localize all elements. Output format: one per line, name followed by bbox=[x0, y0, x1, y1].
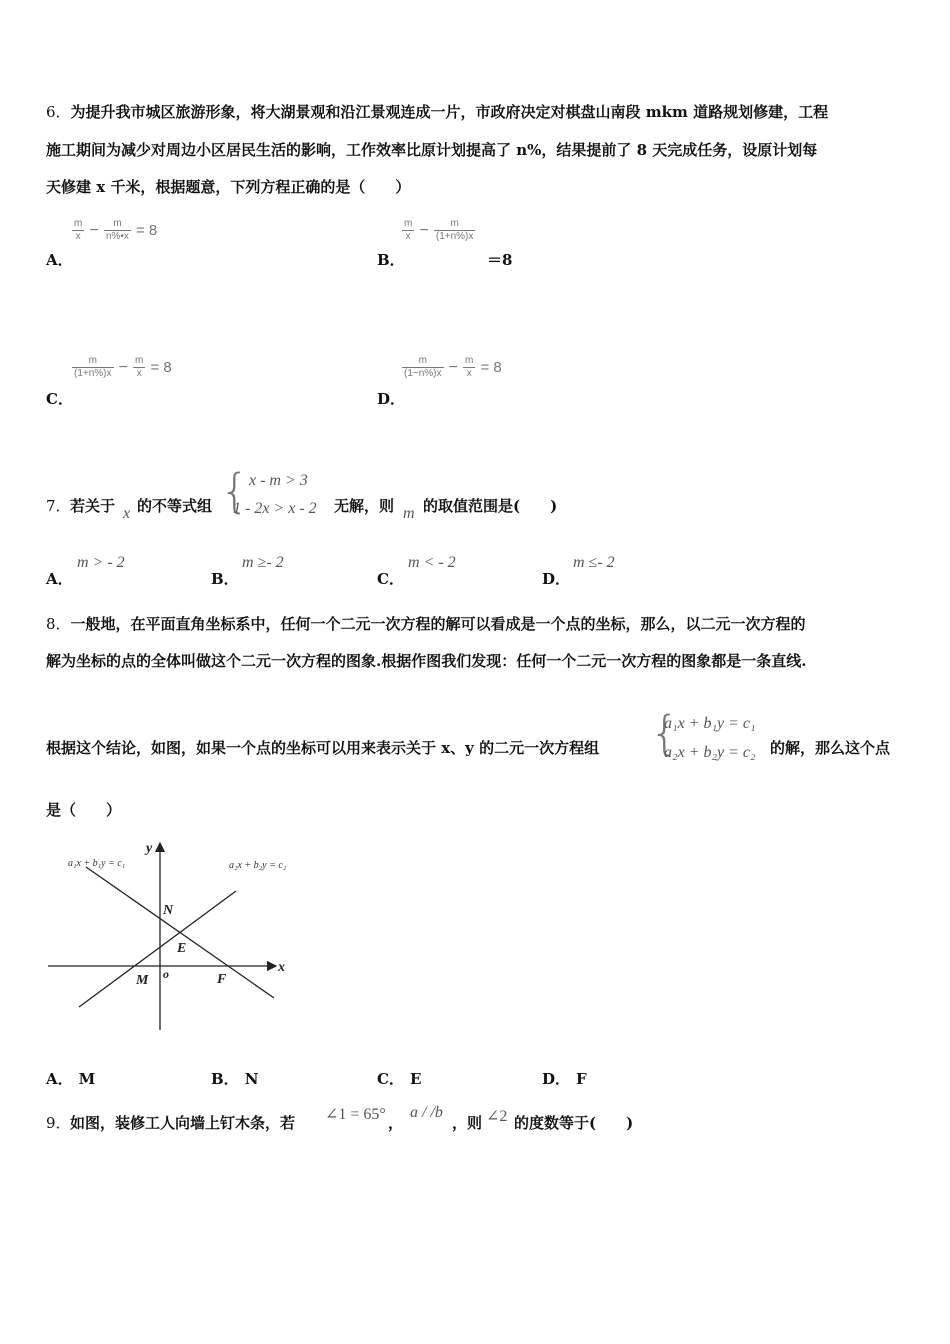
q7-var-x: x bbox=[123, 505, 131, 522]
q8-line1: 8．一般地，在平面直角坐标系中，任何一个二元一次方程的解可以看成是一个点的坐标，那么，以二元一次方程的 bbox=[46, 615, 806, 633]
q8-line3-post: 的解，那么这个点 bbox=[770, 739, 891, 757]
q6-line2: 施工期间为减少对周边小区居民生活的影响，工作效率比原计划提高了 n%，结果提前了 8 天完成任务，设原计划每 bbox=[46, 141, 818, 159]
q8-option-a[interactable]: A． M bbox=[46, 1070, 96, 1088]
q8-option-b[interactable]: B． N bbox=[211, 1070, 259, 1088]
q8-eq1: a₁x + b₁y = c₁ bbox=[664, 715, 756, 732]
q6-option-c-label[interactable]: C． bbox=[46, 390, 73, 408]
q7-ineq2: 1 - 2x > x - 2 bbox=[233, 500, 317, 517]
q7-option-b-expr: m ≥- 2 bbox=[242, 554, 284, 571]
origin-label: o bbox=[163, 967, 169, 981]
q7-brace: { bbox=[220, 464, 250, 518]
q7-ineq1: x - m > 3 bbox=[249, 472, 308, 489]
q6-number: 6． bbox=[46, 103, 71, 121]
q7-post2: 的取值范围是( ) bbox=[423, 497, 558, 515]
q8-option-d[interactable]: D． F bbox=[542, 1070, 587, 1088]
q6-option-a-formula: $\frac{m}{x}$ − $\frac{m}{n\%•x}$ = 8 bbox=[74, 218, 158, 242]
q9-pre: 如图，装修工人向墙上钉木条，若 bbox=[70, 1114, 296, 1132]
q9-comma: ， bbox=[388, 1114, 404, 1132]
q8-number: 8． bbox=[46, 615, 71, 633]
q7-option-d-label[interactable]: D． bbox=[542, 570, 571, 588]
q7-option-d-expr: m ≤- 2 bbox=[573, 554, 615, 571]
q9-post: 的度数等于( ) bbox=[514, 1114, 634, 1132]
q8-option-c[interactable]: C． E bbox=[377, 1070, 422, 1088]
q6-line1: 6．为提升我市城区旅游形象，将大湖景观和沿江景观连成一片，市政府决定对棋盘山南段 mkm 道路规划修建，工程 bbox=[46, 103, 829, 121]
q9-angle2: ∠2 bbox=[486, 1108, 508, 1125]
q7-number: 7． bbox=[46, 497, 71, 515]
q7-option-c-label[interactable]: C． bbox=[377, 570, 404, 588]
q6-option-b-rhs: ＝8 bbox=[487, 251, 513, 269]
point-n-label: N bbox=[163, 903, 174, 918]
q9-mid: ，则 bbox=[452, 1114, 483, 1132]
q7-option-c-expr: m < - 2 bbox=[408, 554, 456, 571]
q7-var-m: m bbox=[403, 505, 415, 522]
line-2 bbox=[79, 891, 236, 1007]
axis-y-label: y bbox=[146, 841, 153, 856]
q7-option-b-label[interactable]: B． bbox=[211, 570, 239, 588]
q8-brace: { bbox=[650, 706, 680, 760]
point-e-label: E bbox=[177, 941, 187, 956]
q7-mid: 的不等式组 bbox=[137, 497, 213, 515]
q8-line3-pre: 根据这个结论，如图，如果一个点的坐标可以用来表示关于 x、y 的二元一次方程组 bbox=[46, 739, 600, 757]
q8-eq2: a₂x + b₂y = c₂ bbox=[664, 744, 756, 761]
point-f-label: F bbox=[217, 972, 227, 987]
q9-angle1: ∠1 = 65° bbox=[325, 1106, 386, 1123]
q9-number: 9． bbox=[46, 1114, 71, 1132]
q6-option-d-formula: $\frac{m}{(1-n\%)x}$ − $\frac{m}{x}$ = 8 bbox=[404, 355, 502, 379]
q8-line2: 解为坐标的点的全体叫做这个二元一次方程的图象.根据作图我们发现：任何一个二元一次方程的图象都是一条直线. bbox=[46, 652, 807, 670]
q9-parallel: a / /b bbox=[410, 1104, 443, 1121]
q6-option-b-label[interactable]: B． bbox=[377, 251, 405, 269]
axis-x-label: x bbox=[278, 960, 285, 975]
line-1-label: a₁x + b₁y = c₁ bbox=[68, 858, 126, 869]
line-2-label: a₂x + b₂y = c₂ bbox=[229, 860, 287, 871]
point-m-label: M bbox=[136, 973, 149, 988]
q7-option-a-label[interactable]: A． bbox=[46, 570, 73, 588]
q8-figure bbox=[46, 835, 296, 1035]
q8-line4: 是（ ） bbox=[46, 801, 122, 819]
q7-post1: 无解，则 bbox=[334, 497, 395, 515]
q6-option-a-label[interactable]: A． bbox=[46, 251, 73, 269]
q6-option-d-label[interactable]: D． bbox=[377, 390, 406, 408]
q6-line3: 天修建 x 千米，根据题意，下列方程正确的是（ ） bbox=[46, 178, 411, 196]
q7-pre: 若关于 bbox=[70, 497, 116, 515]
q7-option-a-expr: m > - 2 bbox=[77, 554, 125, 571]
q6-option-b-formula: $\frac{m}{x}$ − $\frac{m}{(1+n\%)x}$ bbox=[404, 218, 474, 242]
q6-option-c-formula: $\frac{m}{(1+n\%)x}$ − $\frac{m}{x}$ = 8 bbox=[74, 355, 172, 379]
